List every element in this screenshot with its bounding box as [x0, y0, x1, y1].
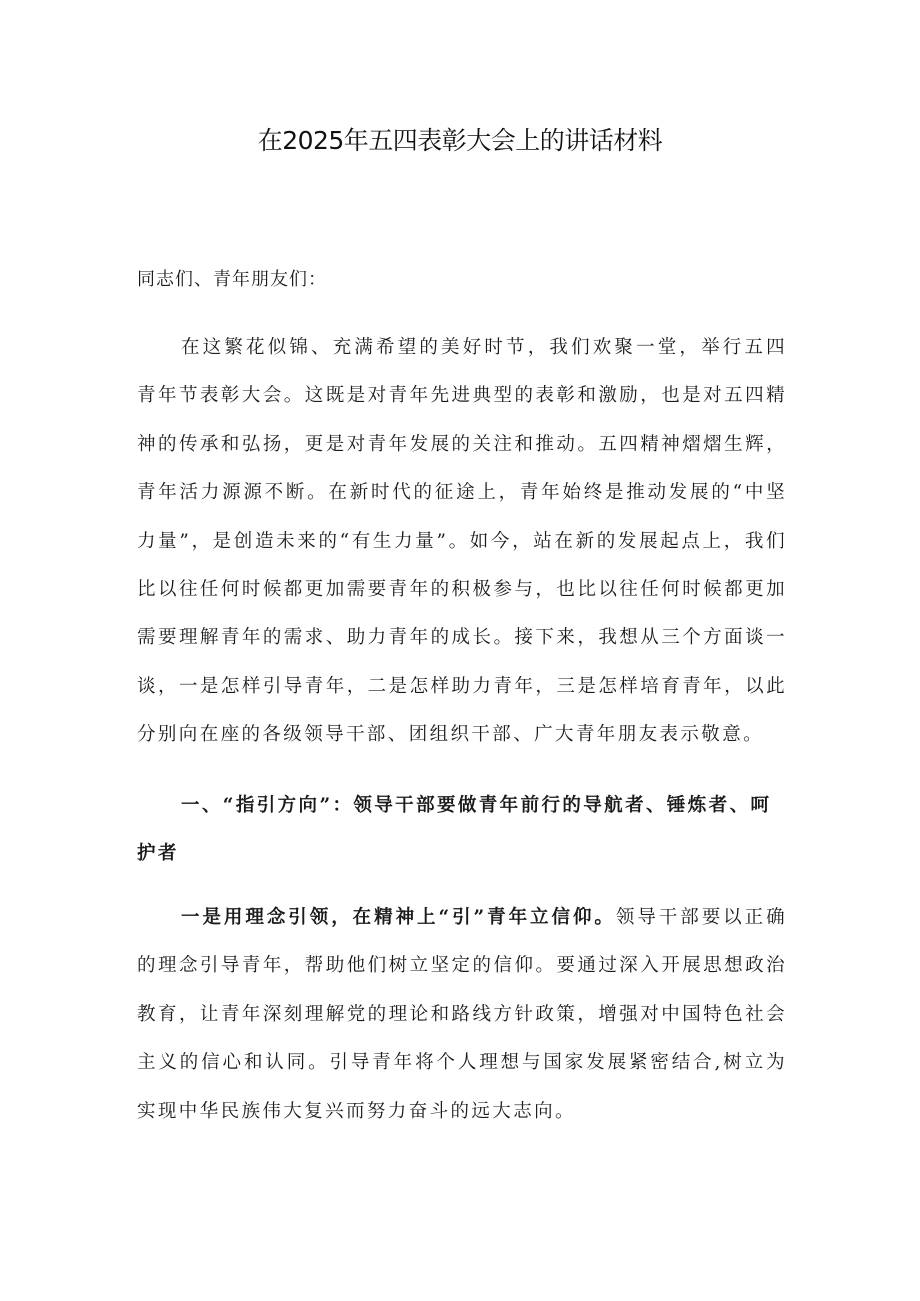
section-heading-1: 一、“指引方向”：领导干部要做青年前行的导航者、锤炼者、呵护者: [137, 795, 772, 864]
paragraph-lead-text: 一是用理念引领，在精神上“引”青年立信仰。: [181, 907, 616, 928]
document-title: 在2025年五四表彰大会上的讲话材料: [257, 126, 663, 155]
paragraph-intro: 在这繁花似锦、充满希望的美好时节，我们欢聚一堂，举行五四青年节表彰大会。这既是对青年先进典型的表彰和激励，也是对五四精神的传承和弘扬，更是对青年发展的关注和推动。五四精神熠熠生辉，青年活力源源不断。在新时代的征途上，青年始终是推动发展的“中坚力量”，是创造未来的“有生力量”。如今，站在新的发展起点上，我们比以往任何时候都更加需要青年的积极参与，也比以往任何时候都更加需要理解青年的需求、助力青年的成长。接下来，我想从三个方面谈一谈，一是怎样引导青年，二是怎样助力青年，三是怎样培育青年，以此分别向在座的各级领导干部、团组织干部、广大青年朋友表示敬意。: [137, 337, 787, 746]
paragraph-body-text: 领导干部要以正确的理念引导青年，帮助他们树立坚定的信仰。要通过深入开展思想政治教育，让青年深刻理解党的理论和路线方针政策，增强对中国特色社会主义的信心和认同。引导青年将个人理想与国家发展紧密结合,树立为实现中华民族伟大复兴而努力奋斗的远大志向。: [137, 907, 787, 1122]
salutation: 同志们、青年朋友们：: [137, 269, 327, 290]
paragraph-section-1-point-1: [137, 894, 787, 1136]
